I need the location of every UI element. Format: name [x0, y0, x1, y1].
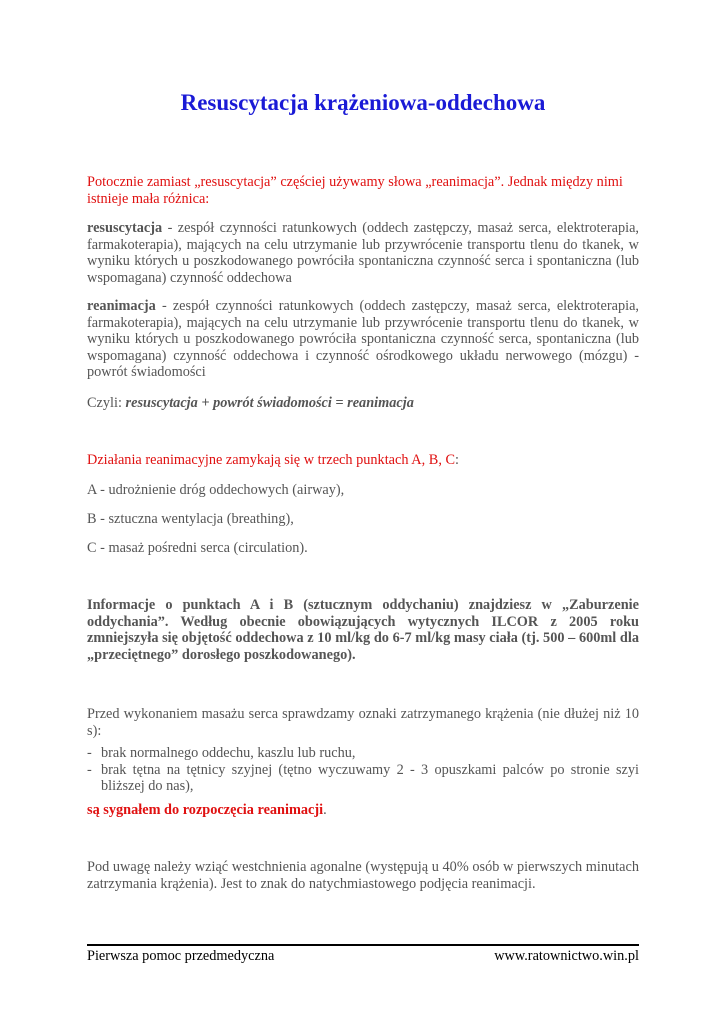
footer-website: www.ratownictwo.win.pl [494, 948, 639, 964]
abc-heading-colon: : [455, 452, 459, 468]
summary-formula-text: resuscytacja + powrót świadomości = reanimacja [125, 395, 414, 411]
list-dash: - [87, 761, 92, 778]
list-item [87, 745, 639, 762]
signal-text: są sygnałem do rozpoczęcia reanimacji [87, 802, 324, 818]
abc-heading [87, 452, 639, 469]
list-item-text: brak tętna na tętnicy szyjnej (tętno wyczuwamy 2 - 3 opuszkami palców po stronie szyi bliższej do nas), [101, 761, 639, 794]
intro-paragraph: Potocznie zamiast „resuscytacja” częściej używamy słowa „reanimacja”. Jednak między nimi istnieje mała różnica: [87, 174, 623, 207]
signal-paragraph [87, 802, 639, 819]
abc-item-a: A - udrożnienie dróg oddechowych (airway), [87, 482, 345, 498]
list-dash: - [87, 745, 92, 761]
signs-list [87, 745, 639, 795]
info-paragraph: Informacje o punktach A i B (sztucznym oddychaniu) znajdziesz w „Zaburzenie oddychania”. Według obecnie obowiązujących wytycznych ILCOR z 2005 roku zmniejszyła się objętość oddechowa z 10 ml/kg do 6-7 ml/kg masy ciała (tj. 500 – 600ml dla „przeciętnego” dorosłego poszkodowanego). [87, 597, 639, 663]
page-footer [87, 948, 639, 965]
agonal-paragraph: Pod uwagę należy wziąć westchnienia agonalne (występują u 40% osób w pierwszych minutach zatrzymania krążenia). Jest to znak do natychmiastowego podjęcia reanimacji. [87, 859, 639, 892]
check-intro-paragraph: Przed wykonaniem masażu serca sprawdzamy oznaki zatrzymanego krążenia (nie dłużej niż 10 s): [87, 706, 639, 739]
signal-period: . [323, 802, 327, 818]
abc-heading-text: Działania reanimacyjne zamykają się w trzech punktach A, B, C [87, 452, 455, 468]
footer-left: Pierwsza pomoc przedmedyczna [87, 948, 275, 964]
abc-item-b: B - sztuczna wentylacja (breathing), [87, 511, 294, 527]
term-resuscytacja: resuscytacja [87, 220, 163, 236]
definition-resuscytacja [87, 220, 639, 286]
summary-formula [87, 395, 639, 412]
page-title: Resuscytacja krążeniowa-oddechowa [180, 90, 546, 115]
abc-item-c: C - masaż pośredni serca (circulation). [87, 540, 308, 556]
term-reanimacja: reanimacja [87, 298, 156, 314]
definition-resuscytacja-text: - zespół czynności ratunkowych (oddech zastępczy, masaż serca, elektroterapia, farmakoterapia), mających na celu utrzymanie lub przywrócenie transportu tlenu do tkanek, w wyniku których u poszkodowanego powróciła spontaniczna czynność serca i spontaniczna (lub wspomagana) czynność oddechowa [87, 220, 639, 286]
footer-divider [87, 944, 639, 946]
summary-prefix: Czyli: [87, 395, 126, 411]
definition-reanimacja [87, 298, 639, 381]
definition-reanimacja-text: - zespół czynności ratunkowych (oddech zastępczy, masaż serca, elektroterapia, farmakoterapia), mających na celu utrzymanie lub przywrócenie transportu tlenu do tkanek, w wyniku których u poszkodowanego powróciła spontaniczna czynność serca, spontaniczna (lub wspomagana) czynność oddechowa i czynność ośrodkowego układu nerwowego (mózgu) - powrót świadomości [87, 298, 639, 380]
list-item-text: brak normalnego oddechu, kaszlu lub ruchu, [101, 745, 356, 761]
list-item [87, 762, 639, 795]
